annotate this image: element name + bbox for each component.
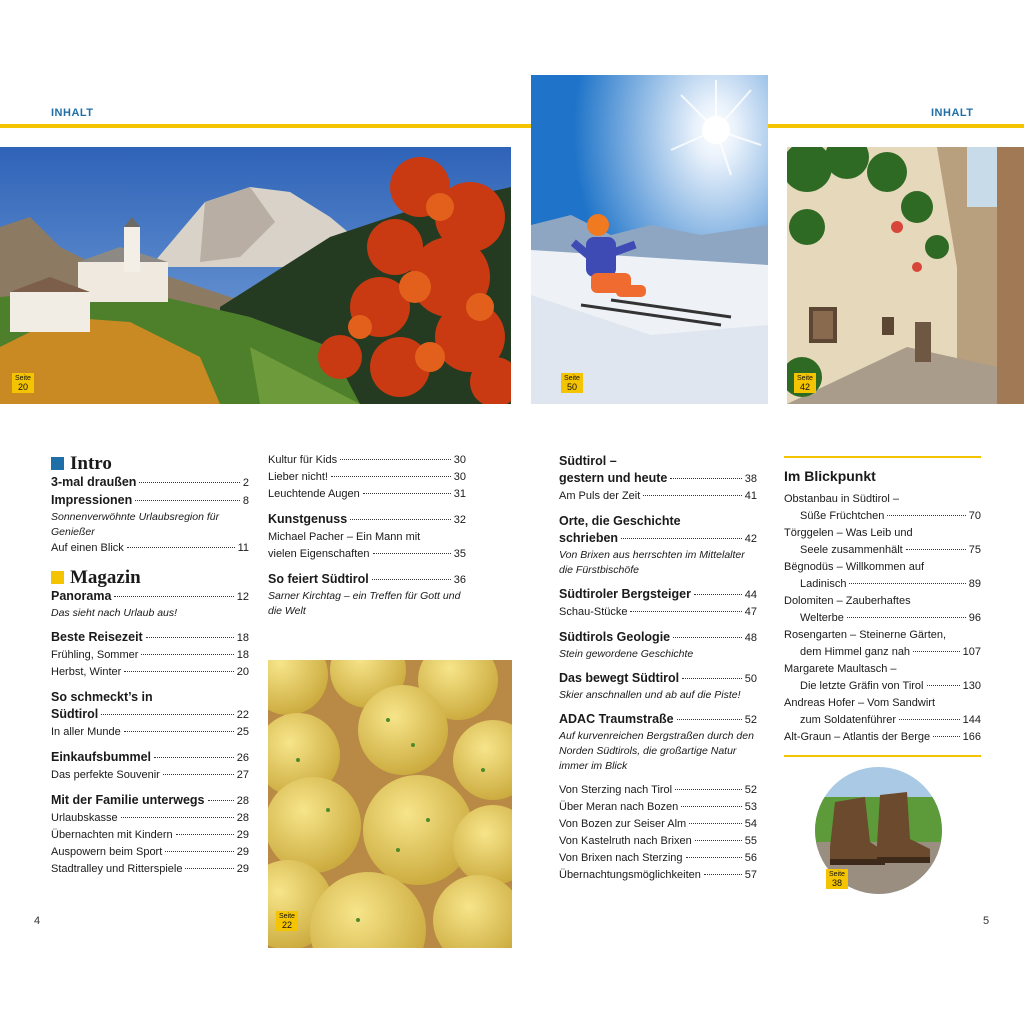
toc-entry xyxy=(51,724,249,741)
toc-entry xyxy=(784,576,981,593)
toc-entry-title: Von Bozen zur Seiser Alm xyxy=(559,818,687,830)
spacer xyxy=(51,621,249,629)
toc-entry-page: 130 xyxy=(962,680,981,692)
photo-dumplings xyxy=(268,660,512,948)
dot-leader xyxy=(643,495,741,496)
dot-leader xyxy=(673,637,742,638)
dot-leader xyxy=(670,478,741,479)
toc-entry-page: 11 xyxy=(237,542,249,554)
toc-entry-page: 20 xyxy=(236,666,249,678)
toc-entry-page: 41 xyxy=(744,490,757,502)
dot-leader xyxy=(621,538,742,539)
toc-entry xyxy=(559,799,757,816)
page-number-right: 5 xyxy=(983,915,990,927)
toc-entry-title: Das bewegt Südtirol xyxy=(559,671,680,685)
toc-entry-title: Am Puls der Zeit xyxy=(559,490,641,502)
col3-list xyxy=(559,453,757,884)
toc-entry xyxy=(51,689,249,706)
dot-leader xyxy=(141,654,233,655)
toc-column-2 xyxy=(268,452,466,619)
toc-entry xyxy=(784,491,981,508)
page-badge xyxy=(826,869,848,889)
toc-entry xyxy=(559,647,757,662)
toc-entry-page: 28 xyxy=(236,795,249,807)
toc-entry-title: Seele zusammenhält xyxy=(800,544,903,556)
toc-entry-title: Übernachten mit Kindern xyxy=(51,829,173,841)
section-title-intro xyxy=(51,455,249,472)
toc-entry xyxy=(51,510,249,540)
toc-entry-title: Margarete Maultasch – xyxy=(784,663,897,675)
dot-leader xyxy=(135,500,240,501)
toc-entry-title: So feiert Südtirol xyxy=(268,572,369,586)
dot-leader xyxy=(121,817,234,818)
toc-entry-title: Orte, die Geschichte xyxy=(559,514,681,528)
blickpunkt-title: Im Blickpunkt xyxy=(784,468,876,484)
dot-leader xyxy=(675,789,742,790)
dot-leader xyxy=(340,459,451,460)
toc-entry-title: Welterbe xyxy=(800,612,844,624)
toc-entry-title: Dolomiten – Zauberhaftes xyxy=(784,595,911,607)
section-title-magazin xyxy=(51,569,249,586)
dot-leader xyxy=(927,685,960,686)
header-label-left: INHALT xyxy=(51,107,94,119)
toc-entry-page: 28 xyxy=(236,812,249,824)
toc-entry-title: Südtirol – xyxy=(559,454,617,468)
toc-entry-title: Urlaubskasse xyxy=(51,812,118,824)
dot-leader xyxy=(163,774,234,775)
toc-entry xyxy=(51,664,249,681)
dot-leader xyxy=(127,547,235,548)
toc-entry-title: In aller Munde xyxy=(51,726,121,738)
badge-page: 20 xyxy=(17,382,28,392)
toc-entry-title: Kunstgenuss xyxy=(268,512,348,526)
toc-entry-title: Lieber nicht! xyxy=(268,471,328,483)
toc-entry-title: So schmeckt’s in xyxy=(51,690,153,704)
toc-entry-title: Leuchtende Augen xyxy=(268,488,360,500)
toc-entry-title: vielen Eigenschaften xyxy=(268,548,370,560)
toc-entry xyxy=(559,670,757,688)
toc-entry xyxy=(268,486,466,503)
toc-entry xyxy=(784,508,981,525)
spacer xyxy=(51,784,249,792)
page-badge xyxy=(12,373,34,393)
toc-entry-title: dem Himmel ganz nah xyxy=(800,646,911,658)
badge-page: 38 xyxy=(831,878,842,888)
toc-entry-page: 30 xyxy=(453,454,466,466)
toc-entry-page: 26 xyxy=(236,752,249,764)
toc-entry-page: 42 xyxy=(744,533,757,545)
header-rule-left xyxy=(0,124,531,128)
page-badge xyxy=(561,373,583,393)
header-rule-right xyxy=(768,124,1024,128)
photo-skier xyxy=(531,75,768,404)
toc-entry-page: 18 xyxy=(236,632,249,644)
badge-page: 22 xyxy=(281,920,292,930)
toc-entry-page: 27 xyxy=(236,769,249,781)
spacer xyxy=(51,681,249,689)
toc-entry xyxy=(51,540,249,557)
dot-leader xyxy=(906,549,966,550)
toc-entry-title: Andreas Hofer – Vom Sandwirt xyxy=(784,697,936,709)
intro-square-icon xyxy=(51,457,64,470)
toc-entry xyxy=(268,546,466,563)
toc-entry-title: Die letzte Gräfin von Tirol xyxy=(800,680,924,692)
toc-entry-page: 2 xyxy=(242,477,249,489)
dot-leader xyxy=(681,806,742,807)
toc-entry-title: Sonnenverwöhnte Urlaubsregion für Genießer xyxy=(51,511,220,538)
toc-entry-title: zum Soldatenführer xyxy=(800,714,896,726)
toc-entry-title: Auf einen Blick xyxy=(51,542,124,554)
toc-entry xyxy=(559,453,757,470)
toc-entry-title: schrieben xyxy=(559,531,619,545)
dot-leader xyxy=(373,553,451,554)
page-number-left: 4 xyxy=(34,915,41,927)
toc-entry xyxy=(559,850,757,867)
header-label-right: INHALT xyxy=(931,107,974,119)
toc-column-4 xyxy=(784,456,981,757)
badge-page: 50 xyxy=(566,382,577,392)
toc-entry xyxy=(784,729,981,746)
toc-entry xyxy=(268,469,466,486)
blickpunkt-list xyxy=(784,491,981,746)
toc-entry xyxy=(559,530,757,548)
dot-leader xyxy=(176,834,234,835)
dot-leader xyxy=(185,868,233,869)
toc-entry-page: 8 xyxy=(242,495,249,507)
spacer xyxy=(559,621,757,629)
dot-leader xyxy=(913,651,960,652)
toc-entry-title: Kultur für Kids xyxy=(268,454,338,466)
badge-label: Seite xyxy=(564,375,580,382)
toc-entry-title: Michael Pacher – Ein Mann mit xyxy=(268,531,421,543)
toc-entry-page: 48 xyxy=(744,632,757,644)
dot-leader xyxy=(350,519,451,520)
toc-entry-title: Süße Früchtchen xyxy=(800,510,885,522)
dot-leader xyxy=(704,874,742,875)
toc-entry xyxy=(51,588,249,606)
toc-entry xyxy=(784,712,981,729)
toc-entry xyxy=(784,593,981,610)
intro-title: Intro xyxy=(70,453,112,474)
toc-entry-page: 52 xyxy=(744,784,757,796)
toc-entry-title: Auf kurvenreichen Bergstraßen durch den Norden Südtirols, die großartige Natur immer im Blick xyxy=(559,730,754,772)
dot-leader xyxy=(695,840,742,841)
toc-entry-title: Einkaufsbummel xyxy=(51,750,152,764)
col2-list xyxy=(268,452,466,619)
toc-entry-title: gestern und heute xyxy=(559,471,668,485)
toc-entry xyxy=(559,513,757,530)
toc-entry-title: Mit der Familie unterwegs xyxy=(51,793,205,807)
toc-entry xyxy=(559,816,757,833)
spacer xyxy=(559,505,757,513)
toc-column-1 xyxy=(51,455,249,878)
dot-leader xyxy=(887,515,965,516)
spacer xyxy=(268,503,466,511)
toc-entry-page: 57 xyxy=(744,869,757,881)
toc-entry xyxy=(268,571,466,589)
toc-entry-page: 107 xyxy=(962,646,981,658)
dot-leader xyxy=(899,719,960,720)
toc-entry-page: 53 xyxy=(744,801,757,813)
toc-entry-page: 29 xyxy=(236,829,249,841)
toc-entry-title: Übernachtungsmöglichkeiten xyxy=(559,869,701,881)
spacer xyxy=(51,741,249,749)
toc-entry xyxy=(784,525,981,542)
dot-leader xyxy=(689,823,742,824)
photo-village-street-edge xyxy=(997,147,1024,404)
toc-entry xyxy=(784,559,981,576)
page-badge xyxy=(794,373,816,393)
toc-entry-title: Impressionen xyxy=(51,493,133,507)
toc-entry xyxy=(268,529,466,546)
dot-leader xyxy=(630,611,741,612)
toc-entry xyxy=(268,589,466,619)
toc-entry xyxy=(559,782,757,799)
toc-entry xyxy=(784,542,981,559)
toc-entry-page: 52 xyxy=(744,714,757,726)
toc-entry xyxy=(559,604,757,621)
spacer xyxy=(559,578,757,586)
toc-entry-title: Törggelen – Was Leib und xyxy=(784,527,913,539)
toc-entry-page: 29 xyxy=(236,863,249,875)
toc-entry-title: ADAC Traumstraße xyxy=(559,712,674,726)
dot-leader xyxy=(165,851,233,852)
dot-leader xyxy=(682,678,742,679)
toc-entry xyxy=(51,749,249,767)
toc-entry-title: Bëgnodüs – Willkommen auf xyxy=(784,561,925,573)
toc-entry-page: 36 xyxy=(453,574,466,586)
spacer xyxy=(559,774,757,782)
magazin-title: Magazin xyxy=(70,567,141,588)
toc-entry-title: Von Brixen nach Sterzing xyxy=(559,852,683,864)
photo-dolomites-village xyxy=(0,147,511,404)
toc-entry-page: 50 xyxy=(744,673,757,685)
toc-entry-title: Das perfekte Souvenir xyxy=(51,769,160,781)
page-badge xyxy=(276,911,298,931)
dot-leader xyxy=(847,617,966,618)
toc-entry-page: 54 xyxy=(744,818,757,830)
toc-entry-page: 30 xyxy=(453,471,466,483)
toc-entry-title: Südtirol xyxy=(51,707,99,721)
toc-entry xyxy=(51,629,249,647)
dot-leader xyxy=(124,731,234,732)
toc-entry xyxy=(268,452,466,469)
dot-leader xyxy=(139,482,239,483)
magazin-list xyxy=(51,588,249,878)
toc-entry xyxy=(559,867,757,884)
toc-entry xyxy=(51,606,249,621)
toc-entry xyxy=(51,827,249,844)
toc-entry xyxy=(51,767,249,784)
dot-leader xyxy=(331,476,451,477)
toc-column-3 xyxy=(559,453,757,884)
badge-label: Seite xyxy=(797,375,813,382)
toc-entry-title: Alt-Graun – Atlantis der Berge xyxy=(784,731,931,743)
spacer xyxy=(559,703,757,711)
toc-entry xyxy=(559,629,757,647)
dot-leader xyxy=(208,800,234,801)
toc-entry-page: 32 xyxy=(453,514,466,526)
toc-entry-page: 22 xyxy=(236,709,249,721)
toc-entry-page: 47 xyxy=(744,606,757,618)
toc-entry-title: Beste Reisezeit xyxy=(51,630,143,644)
toc-entry-page: 70 xyxy=(968,510,981,522)
toc-entry xyxy=(559,711,757,729)
toc-entry-title: Schau-Stücke xyxy=(559,606,628,618)
toc-entry-page: 29 xyxy=(236,846,249,858)
badge-label: Seite xyxy=(829,871,845,878)
toc-entry-title: Stadtralley und Ritterspiele xyxy=(51,863,183,875)
toc-entry-title: 3-mal draußen xyxy=(51,475,137,489)
dot-leader xyxy=(677,719,742,720)
blickpunkt-top-rule xyxy=(784,456,981,458)
toc-entry xyxy=(784,661,981,678)
toc-entry-page: 75 xyxy=(968,544,981,556)
dot-leader xyxy=(933,736,960,737)
toc-entry-title: Obstanbau in Südtirol – xyxy=(784,493,899,505)
toc-entry-page: 96 xyxy=(968,612,981,624)
spacer xyxy=(559,662,757,670)
toc-entry xyxy=(51,810,249,827)
toc-entry xyxy=(51,844,249,861)
toc-entry xyxy=(559,586,757,604)
badge-label: Seite xyxy=(279,913,295,920)
intro-list xyxy=(51,474,249,557)
dot-leader xyxy=(146,637,234,638)
dot-leader xyxy=(363,493,451,494)
toc-entry-page: 44 xyxy=(744,589,757,601)
toc-entry-page: 144 xyxy=(962,714,981,726)
toc-entry xyxy=(51,647,249,664)
toc-entry xyxy=(559,470,757,488)
toc-entry-title: Panorama xyxy=(51,589,112,603)
toc-entry-page: 12 xyxy=(236,591,249,603)
toc-entry xyxy=(559,488,757,505)
toc-entry-title: Das sieht nach Urlaub aus! xyxy=(51,607,178,619)
toc-entry-page: 89 xyxy=(968,578,981,590)
toc-entry xyxy=(51,861,249,878)
toc-entry-title: Sarner Kirchtag – ein Treffen für Gott und die Welt xyxy=(268,590,461,617)
toc-entry-title: Frühling, Sommer xyxy=(51,649,139,661)
toc-entry-title: Auspowern beim Sport xyxy=(51,846,163,858)
dot-leader xyxy=(372,579,451,580)
dot-leader xyxy=(101,714,234,715)
toc-entry xyxy=(268,511,466,529)
toc-entry-title: Herbst, Winter xyxy=(51,666,122,678)
toc-entry-page: 18 xyxy=(236,649,249,661)
toc-entry xyxy=(559,548,757,578)
spacer xyxy=(268,563,466,571)
toc-entry-title: Über Meran nach Bozen xyxy=(559,801,679,813)
dot-leader xyxy=(154,757,234,758)
photo-village-street xyxy=(787,147,997,404)
toc-entry xyxy=(51,492,249,510)
toc-entry-page: 56 xyxy=(744,852,757,864)
toc-entry-title: Von Sterzing nach Tirol xyxy=(559,784,673,796)
toc-entry-title: Von Brixen aus herrschten im Mittelalter die Fürstbischöfe xyxy=(559,549,745,576)
badge-label: Seite xyxy=(15,375,31,382)
toc-entry-title: Skier anschnallen und ab auf die Piste! xyxy=(559,689,741,701)
toc-entry-page: 166 xyxy=(962,731,981,743)
toc-entry-page: 55 xyxy=(744,835,757,847)
toc-entry xyxy=(784,644,981,661)
dot-leader xyxy=(686,857,742,858)
toc-entry-title: Von Kastelruth nach Brixen xyxy=(559,835,692,847)
toc-entry xyxy=(51,474,249,492)
toc-entry xyxy=(784,678,981,695)
toc-entry-page: 31 xyxy=(453,488,466,500)
toc-entry-title: Stein gewordene Geschichte xyxy=(559,648,694,660)
toc-entry xyxy=(51,792,249,810)
magazin-square-icon xyxy=(51,571,64,584)
toc-entry xyxy=(559,833,757,850)
toc-entry xyxy=(784,695,981,712)
toc-entry-title: Südtirols Geologie xyxy=(559,630,671,644)
blickpunkt-bottom-rule xyxy=(784,755,981,757)
toc-entry-page: 25 xyxy=(236,726,249,738)
toc-entry xyxy=(784,610,981,627)
toc-entry-title: Südtiroler Bergsteiger xyxy=(559,587,691,601)
toc-entry xyxy=(559,688,757,703)
toc-entry-page: 35 xyxy=(453,548,466,560)
toc-entry xyxy=(559,729,757,774)
dot-leader xyxy=(694,594,742,595)
dot-leader xyxy=(124,671,233,672)
toc-entry xyxy=(51,706,249,724)
dot-leader xyxy=(114,596,233,597)
toc-entry-title: Rosengarten – Steinerne Gärten, xyxy=(784,629,947,641)
badge-page: 42 xyxy=(799,382,810,392)
toc-entry-page: 38 xyxy=(744,473,757,485)
dot-leader xyxy=(849,583,965,584)
toc-entry-title: Ladinisch xyxy=(800,578,847,590)
toc-entry xyxy=(784,627,981,644)
